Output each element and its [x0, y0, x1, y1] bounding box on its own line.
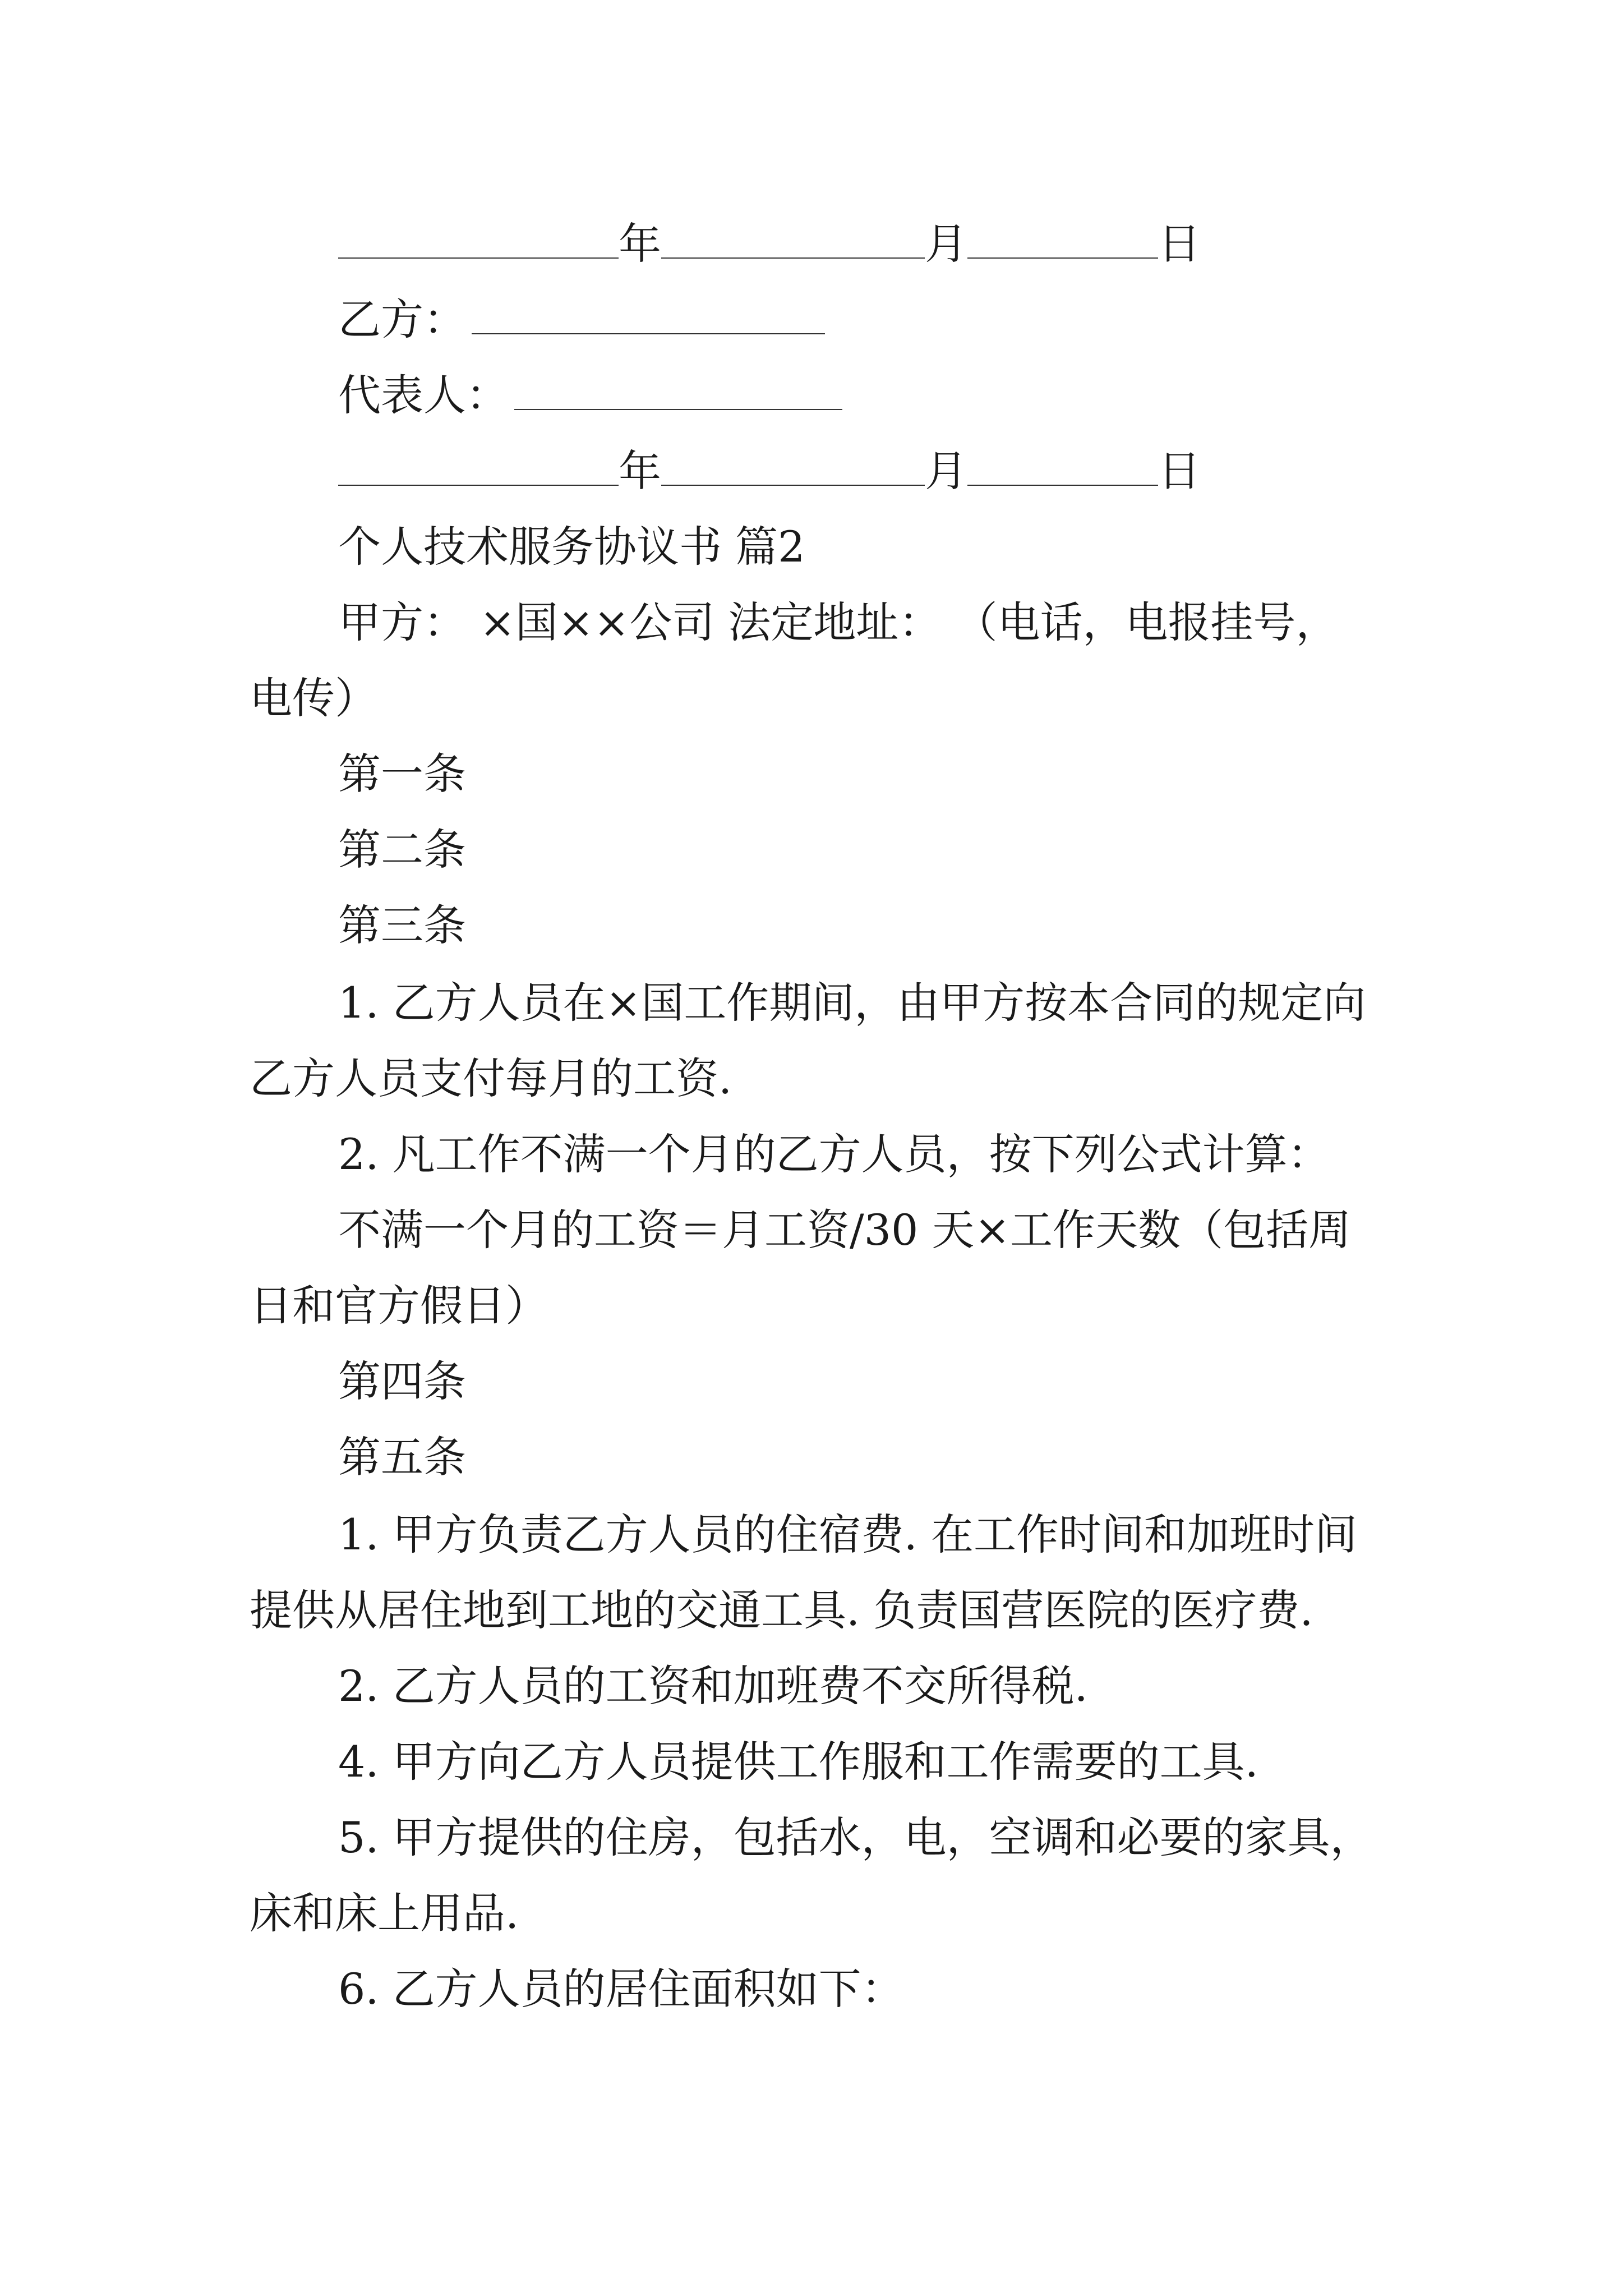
section-title: 个人技术服务协议书 篇2 [338, 522, 805, 572]
article-5-item-1-line-2: 提供从居住地到工地的交通工具. 负责国营医院的医疗费. [250, 1585, 1313, 1635]
year-blank [338, 445, 619, 486]
article-3-item-1-line-2: 乙方人员支付每月的工资. [250, 1053, 732, 1103]
formula-line-2: 日和官方假日） [250, 1281, 548, 1331]
article-1-heading: 第一条 [338, 749, 466, 799]
month-blank [661, 445, 925, 486]
date-row-1 [338, 216, 1399, 272]
day-label: 日 [1158, 446, 1201, 496]
article-3-item-1-line-1: 1. 乙方人员在×国工作期间，由甲方按本合同的规定向 [338, 978, 1366, 1028]
formula-line-1: 不满一个月的工资＝月工资/30 天×工作天数（包括周 [338, 1205, 1352, 1255]
date-row-2 [338, 443, 1399, 499]
month-label: 月 [925, 446, 967, 496]
day-label: 日 [1158, 219, 1201, 269]
article-4-heading: 第四条 [338, 1356, 466, 1406]
day-blank [967, 218, 1158, 259]
article-5-item-4: 4. 甲方向乙方人员提供工作服和工作需要的工具. [338, 1737, 1258, 1787]
article-5-item-5-line-1: 5. 甲方提供的住房，包括水，电，空调和必要的家具， [338, 1812, 1373, 1862]
year-blank [338, 218, 619, 259]
party-b-label: 乙方： [338, 295, 466, 344]
month-label: 月 [925, 219, 967, 269]
year-label: 年 [619, 219, 661, 269]
party-b-row [338, 292, 1399, 348]
party-a-line-1: 甲方： ×国××公司 法定地址： （电话，电报挂号， [338, 597, 1339, 647]
month-blank [661, 218, 925, 259]
representative-row [338, 367, 1399, 424]
article-5-item-6: 6. 乙方人员的居住面积如下： [338, 1964, 904, 2014]
representative-blank [514, 370, 842, 410]
representative-label: 代表人： [338, 370, 509, 420]
article-3-heading: 第三条 [338, 900, 466, 950]
article-5-item-1-line-1: 1. 甲方负责乙方人员的住宿费. 在工作时间和加班时间 [338, 1510, 1357, 1559]
party-a-line-2: 电传） [250, 673, 377, 723]
article-3-item-2: 2. 凡工作不满一个月的乙方人员，按下列公式计算： [338, 1129, 1330, 1179]
article-5-heading: 第五条 [338, 1432, 466, 1482]
day-blank [967, 445, 1158, 486]
party-b-blank [472, 294, 825, 334]
article-5-item-5-line-2: 床和床上用品. [250, 1888, 519, 1938]
year-label: 年 [619, 446, 661, 496]
article-5-item-2: 2. 乙方人员的工资和加班费不交所得税. [338, 1661, 1088, 1711]
article-2-heading: 第二条 [338, 825, 466, 875]
